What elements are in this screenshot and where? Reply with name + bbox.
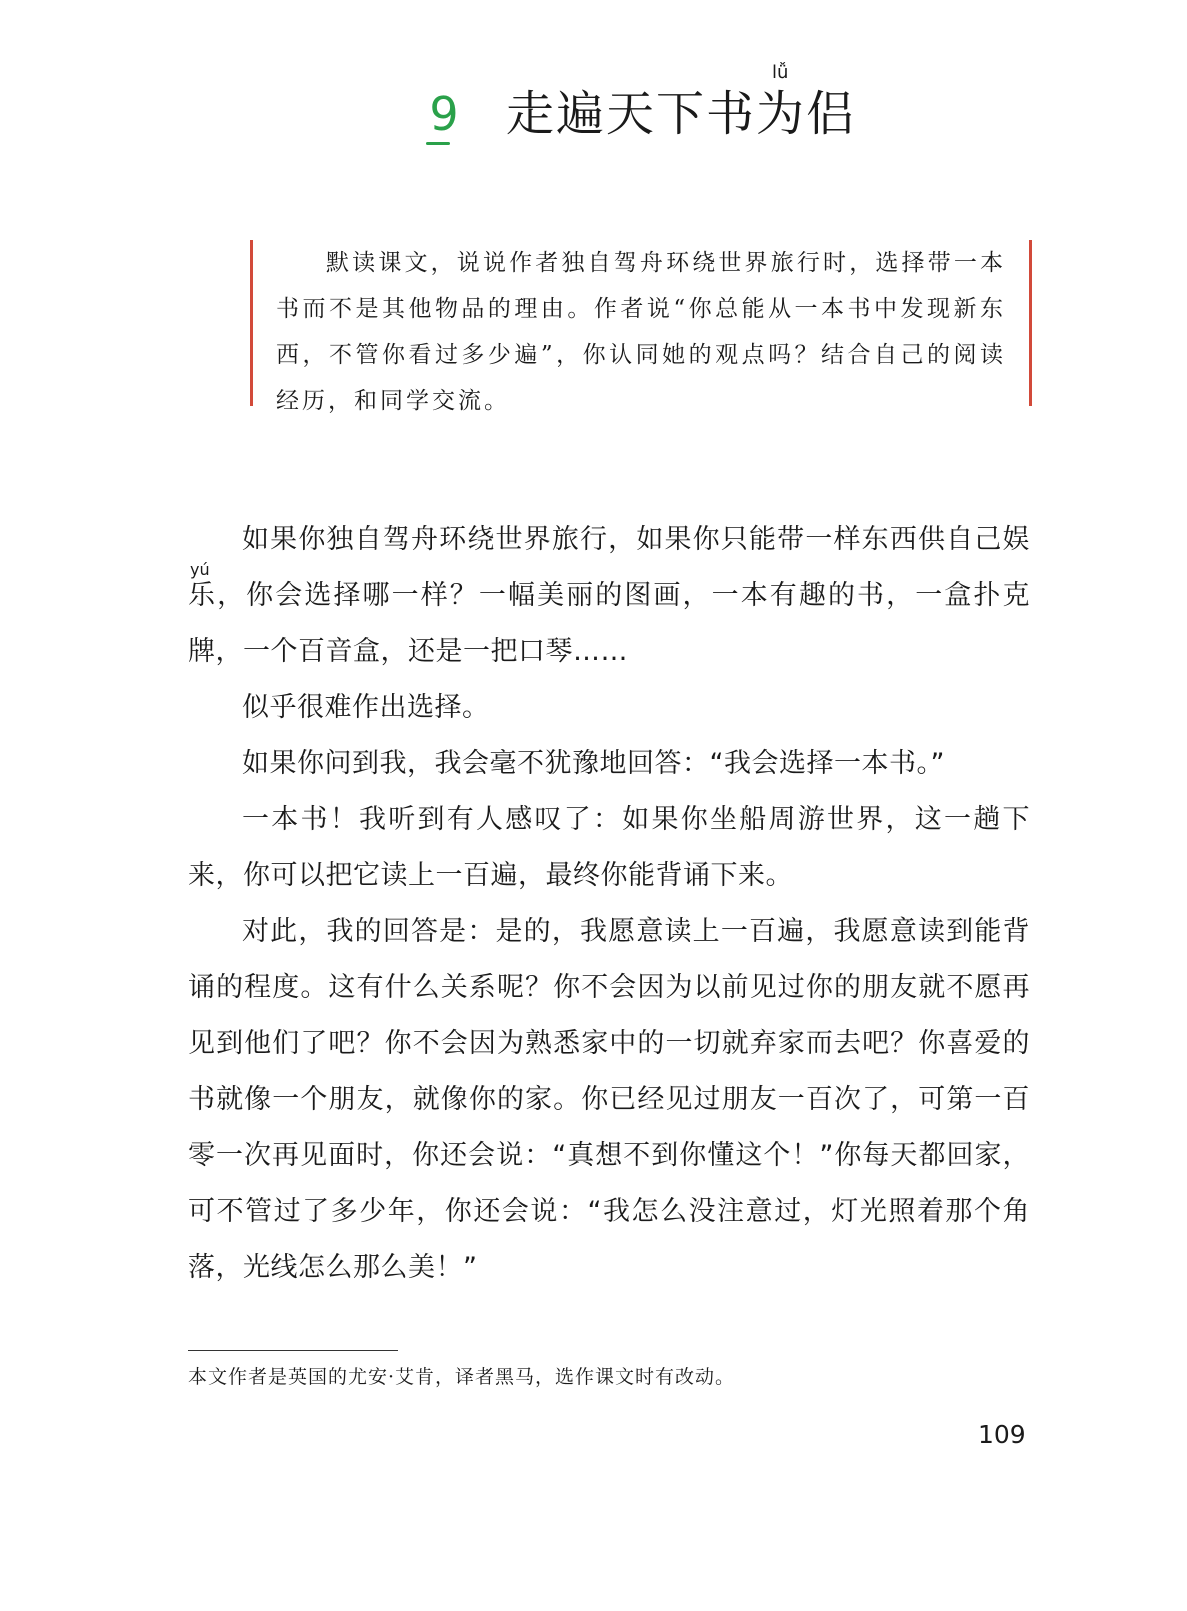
article-body xyxy=(188,512,1030,1296)
paragraph: 对此，我的回答是：是的，我愿意读上一百遍，我愿意读到能背诵的程度。这有什么关系呢？你不会因为以前见过你的朋友就不愿再见到他们了吧？你不会因为熟悉家中的一切就弃家而去吧？你喜爱的书就像一个朋友，就像你的家。你已经见过朋友一百次了，可第一百零一次再见面时，你还会说：“真想不到你懂这个！”你每天都回家，可不管过了多少年，你还会说：“我怎么没注意过，灯光照着那个角落，光线怎么那么美！” xyxy=(188,916,1030,1283)
reading-prompt-box xyxy=(250,240,1032,414)
page-number: 109 xyxy=(978,1420,1026,1449)
paragraph: 似乎很难作出选择。 xyxy=(242,692,490,723)
paragraph: 如果你问到我，我会毫不犹豫地回答：“我会选择一本书。” xyxy=(242,748,945,779)
title-pinyin: lǚ xyxy=(772,62,789,83)
prompt-right-bar xyxy=(1029,240,1032,406)
footnote-divider xyxy=(188,1350,398,1351)
page-title: 走遍天下书为侣 xyxy=(506,86,857,142)
paragraph: 如果你独自驾舟环绕世界旅行，如果你只能带一样东西供自己娱乐，你会选择哪一样？一幅美丽的图画，一本有趣的书，一盒扑克牌，一个百音盒，还是一把口琴…… xyxy=(188,524,1030,667)
lesson-number: 9 xyxy=(420,84,468,144)
annotation-pinyin: yú xyxy=(190,560,210,579)
reading-prompt-text: 默读课文，说说作者独自驾舟环绕世界旅行时，选择带一本书而不是其他物品的理由。作者说“你总能从一本书中发现新东西，不管你看过多少遍”，你认同她的观点吗？结合自己的阅读经历，和同学交流。 xyxy=(276,250,1006,414)
paragraph: 一本书！我听到有人感叹了：如果你坐船周游世界，这一趟下来，你可以把它读上一百遍，最终你能背诵下来。 xyxy=(188,804,1030,891)
prompt-left-bar xyxy=(250,240,253,406)
footnote: 本文作者是英国的尤安·艾肯，译者黑马，选作课文时有改动。 xyxy=(188,1366,736,1388)
